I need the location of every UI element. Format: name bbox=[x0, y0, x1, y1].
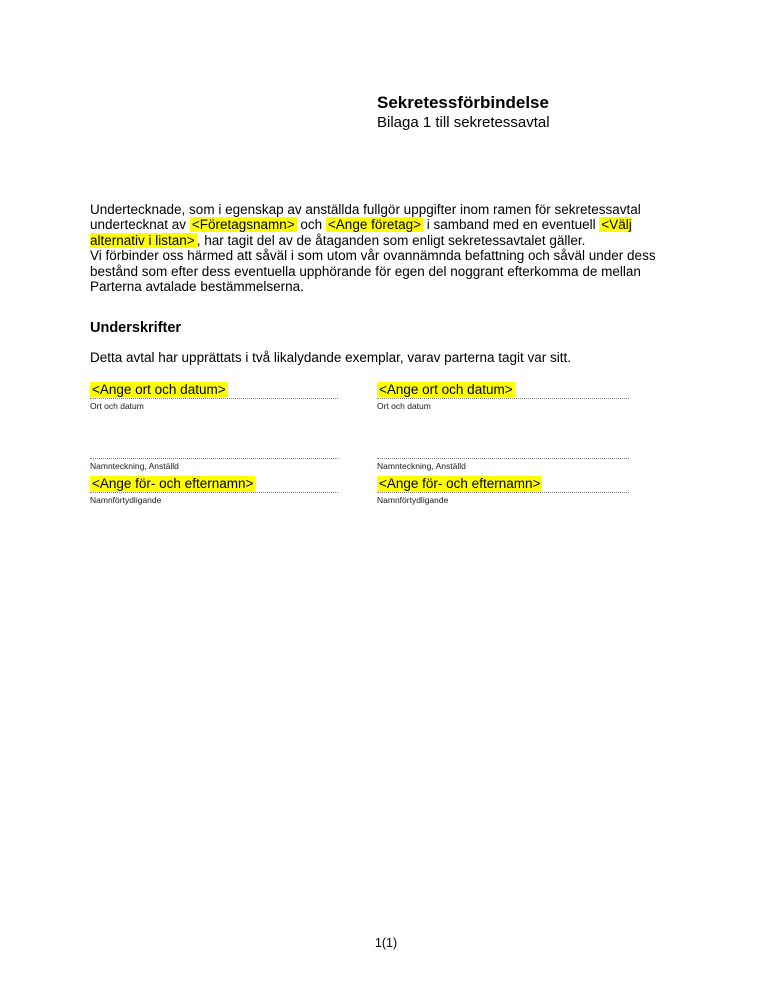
intro-text-3: i samband med en eventuell bbox=[423, 217, 600, 233]
name-field-right bbox=[377, 476, 629, 493]
intro-section bbox=[90, 202, 690, 294]
signature-line-right[interactable] bbox=[377, 458, 629, 459]
name-field-left bbox=[90, 476, 338, 493]
intro-paragraph-1 bbox=[90, 202, 690, 248]
placeholder-place-date-left[interactable]: <Ange ort och datum> bbox=[92, 382, 226, 397]
placeholder-list-choice[interactable]: <Välj alternativ i listan> bbox=[90, 217, 632, 248]
place-date-field-right bbox=[377, 382, 629, 399]
placeholder-name-left[interactable]: <Ange för- och efternamn> bbox=[92, 476, 254, 491]
document-title: Sekretessförbindelse bbox=[377, 93, 549, 112]
placeholder-company-name[interactable]: <Företagsnamn> bbox=[191, 217, 295, 233]
name-label-left: Namnförtydligande bbox=[90, 495, 162, 505]
placeholder-company[interactable]: <Ange företag> bbox=[327, 217, 421, 233]
page-number: 1(1) bbox=[374, 936, 398, 950]
name-label-right: Namnförtydligande bbox=[377, 495, 449, 505]
signature-column-left bbox=[90, 382, 338, 505]
signature-column-right bbox=[377, 382, 629, 505]
signature-grid bbox=[90, 382, 629, 505]
signature-label-left: Namnteckning, Anställd bbox=[90, 461, 179, 471]
signature-label-right: Namnteckning, Anställd bbox=[377, 461, 466, 471]
document-subtitle: Bilaga 1 till sekretessavtal bbox=[377, 114, 550, 131]
place-date-field-left bbox=[90, 382, 338, 399]
signature-line-left[interactable] bbox=[90, 458, 338, 459]
signatures-intro: Detta avtal har upprättats i två likalydande exemplar, varav parterna tagit var sitt. bbox=[90, 350, 571, 365]
signatures-heading: Underskrifter bbox=[90, 320, 182, 336]
place-date-label-left: Ort och datum bbox=[90, 401, 144, 411]
intro-text-2: och bbox=[296, 217, 326, 233]
title-block bbox=[377, 92, 550, 132]
intro-text-4: , har tagit del av de åtaganden som enligt sekretessavtalet gäller. bbox=[196, 232, 586, 248]
intro-text-1: Undertecknade, som i egenskap av anställda fullgör uppgifter inom ramen för sekretessavtal undertecknat av bbox=[90, 202, 641, 233]
placeholder-place-date-right[interactable]: <Ange ort och datum> bbox=[379, 382, 513, 397]
placeholder-name-right[interactable]: <Ange för- och efternamn> bbox=[379, 476, 541, 491]
intro-paragraph-2: Vi förbinder oss härmed att såväl i som utom vår ovannämnda befattning och såväl under dess bestånd som efter dess eventuella upphörande för egen del noggrant efterkomma de mellan Parterna avtalade bestämmelserna. bbox=[90, 248, 656, 295]
place-date-label-right: Ort och datum bbox=[377, 401, 431, 411]
